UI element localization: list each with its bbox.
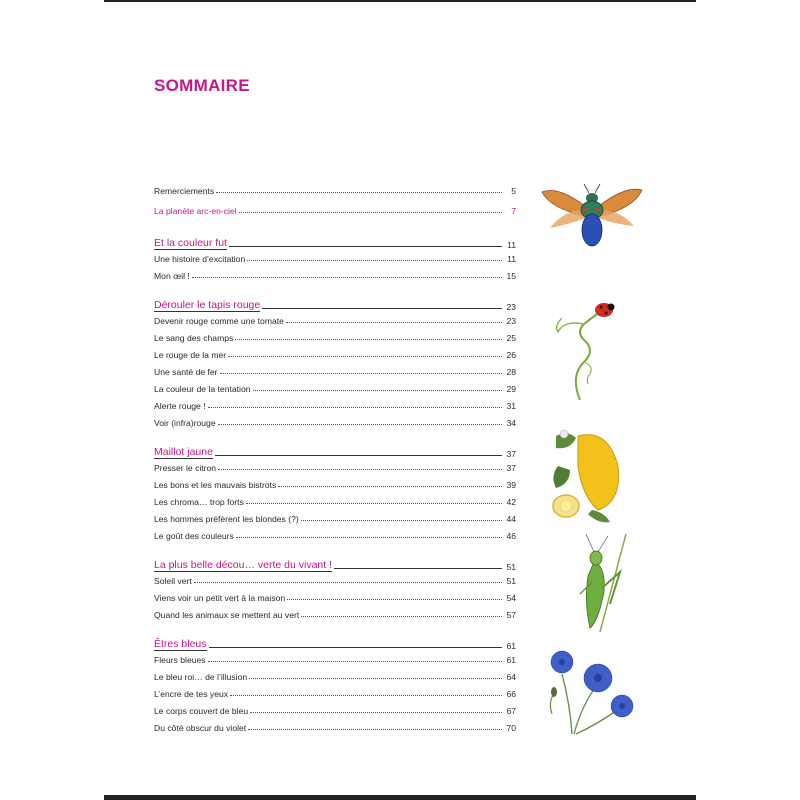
toc-page-number: 11 xyxy=(507,254,516,264)
toc-leader-dots xyxy=(209,646,502,648)
toc-page-number: 28 xyxy=(506,367,516,377)
toc-label: Du côté obscur du violet xyxy=(154,723,247,733)
bottom-rule xyxy=(104,795,696,800)
toc-entry-row[interactable] xyxy=(154,200,516,216)
toc-label: Maillot jaune xyxy=(154,446,213,458)
toc-leader-dots xyxy=(248,728,502,730)
toc-leader-dots xyxy=(301,519,502,521)
toc-leader-dots xyxy=(229,245,502,247)
toc-leader-dots xyxy=(253,389,502,391)
toc-page-number: 57 xyxy=(506,610,516,620)
toc-label: Voir (infra)rouge xyxy=(154,418,216,428)
toc-entry-row[interactable] xyxy=(154,248,516,264)
toc-label: Soleil vert xyxy=(154,576,192,586)
toc-entry-row[interactable] xyxy=(154,587,516,603)
toc-label: Les chroma… trop forts xyxy=(154,497,244,507)
toc-entry-row[interactable] xyxy=(154,508,516,524)
toc-label: Quand les animaux se mettent au vert xyxy=(154,610,300,620)
toc-label: Le goût des couleurs xyxy=(154,531,234,541)
toc-entry-row[interactable] xyxy=(154,327,516,343)
toc-entry-row[interactable] xyxy=(154,361,516,377)
toc-leader-dots xyxy=(216,191,502,193)
toc-leader-dots xyxy=(192,276,502,278)
toc-label: Viens voir un petit vert à la maison xyxy=(154,593,286,603)
cornflowers-illustration xyxy=(542,644,638,736)
toc-page-number: 46 xyxy=(506,531,516,541)
toc-page-number: 44 xyxy=(506,514,516,524)
toc-page-number: 23 xyxy=(506,316,516,326)
toc-label: Le sang des champs xyxy=(154,333,234,343)
toc-label: Dérouler le tapis rouge xyxy=(154,299,261,311)
toc-page-number: 39 xyxy=(506,480,516,490)
toc-label: La plus belle décou… verte du vivant ! xyxy=(154,559,333,571)
page-title: SOMMAIRE xyxy=(154,76,250,95)
toc-leader-dots xyxy=(287,598,502,600)
toc-entry-row[interactable] xyxy=(154,683,516,699)
toc-page-number: 31 xyxy=(506,401,516,411)
toc-leader-dots xyxy=(218,423,502,425)
ladybug-on-tendril-illustration xyxy=(550,296,620,404)
toc-page-number: 5 xyxy=(511,186,516,196)
toc-leader-dots xyxy=(208,406,502,408)
toc-page-number: 15 xyxy=(506,271,516,281)
toc-page-number: 54 xyxy=(506,593,516,603)
toc-entry-row[interactable] xyxy=(154,395,516,411)
toc-leader-dots xyxy=(218,468,502,470)
toc-page-number: 67 xyxy=(506,706,516,716)
toc-page-number: 64 xyxy=(506,672,516,682)
toc-page-number: 51 xyxy=(506,576,516,586)
toc-label: La couleur de la tentation xyxy=(154,384,251,394)
toc-entry-row[interactable] xyxy=(154,491,516,507)
toc-page-number: 61 xyxy=(506,655,516,665)
toc-entry-row[interactable] xyxy=(154,457,516,473)
toc-label: Remerciements xyxy=(154,186,215,196)
toc-entry-row[interactable] xyxy=(154,649,516,665)
toc-label: Le corps couvert de bleu xyxy=(154,706,249,716)
toc-leader-dots xyxy=(235,338,502,340)
toc-entry-row[interactable] xyxy=(154,344,516,360)
toc-label: Presser le citron xyxy=(154,463,217,473)
toc-label: Les bons et les mauvais bistrots xyxy=(154,480,277,490)
toc-page-number: 42 xyxy=(506,497,516,507)
toc-page-number: 29 xyxy=(506,384,516,394)
toc-label: Fleurs bleues xyxy=(154,655,206,665)
toc-page-number: 11 xyxy=(507,240,516,250)
toc-page-number: 34 xyxy=(506,418,516,428)
toc-label: Le rouge de la mer xyxy=(154,350,227,360)
toc-entry-row[interactable] xyxy=(154,570,516,586)
lemon-branch-illustration xyxy=(548,426,628,530)
toc-leader-dots xyxy=(236,536,502,538)
toc-leader-dots xyxy=(249,677,502,679)
toc-page-number: 37 xyxy=(506,449,516,459)
toc-leader-dots xyxy=(250,711,502,713)
toc-page-number: 61 xyxy=(506,641,516,651)
toc-label: L’encre de tes yeux xyxy=(154,689,229,699)
toc-entry-row[interactable] xyxy=(154,412,516,428)
toc-leader-dots xyxy=(262,307,502,309)
toc-label: La planète arc-en-ciel xyxy=(154,206,237,216)
toc-label: Une santé de fer xyxy=(154,367,218,377)
toc-leader-dots xyxy=(246,502,502,504)
toc-leader-dots xyxy=(228,355,502,357)
toc-leader-dots xyxy=(230,694,502,696)
toc-page-number: 66 xyxy=(506,689,516,699)
toc-entry-row[interactable] xyxy=(154,474,516,490)
toc-entry-row[interactable] xyxy=(154,525,516,541)
toc-leader-dots xyxy=(301,615,502,617)
toc-leader-dots xyxy=(239,211,502,213)
toc-page-number: 25 xyxy=(506,333,516,343)
grasshopper-illustration xyxy=(566,532,636,636)
toc-page-number: 70 xyxy=(506,723,516,733)
toc-entry-row[interactable] xyxy=(154,180,516,196)
toc-entry-row[interactable] xyxy=(154,666,516,682)
toc-label: Êtres bleus xyxy=(154,638,207,650)
toc-leader-dots xyxy=(215,454,502,456)
toc-label: Et la couleur fut xyxy=(154,237,227,249)
toc-label: Alerte rouge ! xyxy=(154,401,206,411)
toc-entry-row[interactable] xyxy=(154,265,516,281)
toc-leader-dots xyxy=(247,259,502,261)
toc-label: Les hommes préfèrent les blondes (?) xyxy=(154,514,299,524)
toc-entry-row[interactable] xyxy=(154,378,516,394)
top-rule xyxy=(104,0,696,2)
toc-leader-dots xyxy=(220,372,502,374)
toc-label: Une histoire d’excitation xyxy=(154,254,246,264)
toc-label: Le bleu roi… de l’illusion xyxy=(154,672,248,682)
toc-page-number: 37 xyxy=(506,463,516,473)
toc-leader-dots xyxy=(334,567,502,569)
toc-page-number: 7 xyxy=(511,206,516,216)
toc-entry-row[interactable] xyxy=(154,717,516,733)
toc-label: Mon œil ! xyxy=(154,271,190,281)
toc-leader-dots xyxy=(286,321,502,323)
toc-page-number: 26 xyxy=(506,350,516,360)
toc-page-number: 51 xyxy=(506,562,516,572)
toc-label: Devenir rouge comme une tomate xyxy=(154,316,284,326)
toc-entry-row[interactable] xyxy=(154,310,516,326)
toc-leader-dots xyxy=(278,485,502,487)
toc-entry-row[interactable] xyxy=(154,604,516,620)
jewel-beetle-illustration xyxy=(540,180,644,250)
toc-leader-dots xyxy=(194,581,502,583)
toc-page-number: 23 xyxy=(506,302,516,312)
toc-entry-row[interactable] xyxy=(154,700,516,716)
toc-leader-dots xyxy=(208,660,502,662)
